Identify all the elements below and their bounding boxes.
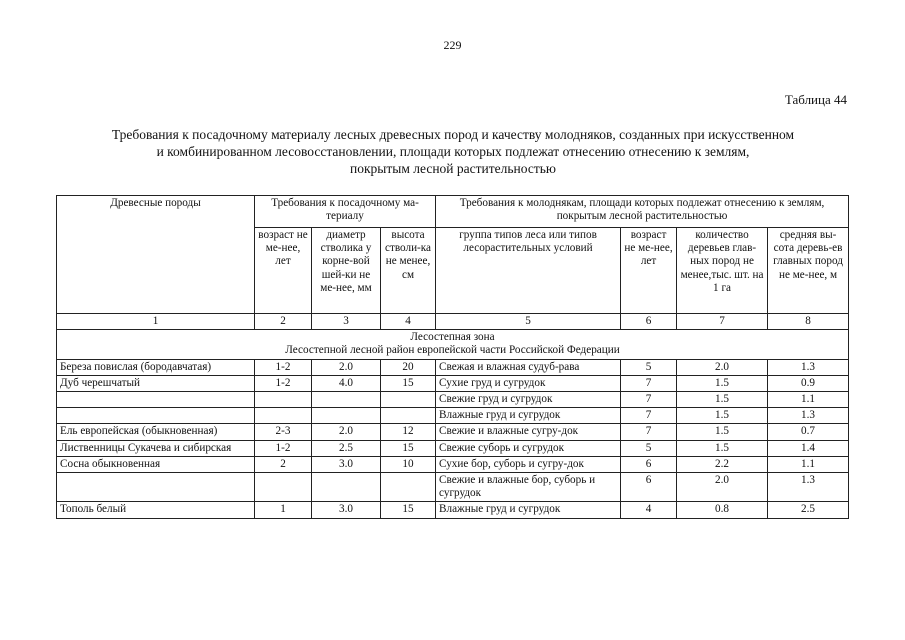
header-avg-height: средняя вы-сота деревь-ев главных пород не ме-нее, м [768,228,849,314]
header-forest-group: группа типов леса или типов лесорастительных условий [436,228,621,314]
cell-tree-count: 1.5 [677,408,768,424]
cell-height: 15 [381,375,436,391]
title-line: и комбинированном лесовосстановлении, площади которых подлежат отнесению отнесению к землям, [156,144,750,159]
cell-age: 1-2 [255,359,312,375]
cell-forest-group: Свежие и влажные сугру-док [436,424,621,440]
table-row [57,408,849,424]
cell-age: 2 [255,456,312,472]
cell-age-young: 4 [621,502,677,518]
cell-tree-count: 1.5 [677,440,768,456]
cell-species: Береза повислая (бородавчатая) [57,359,255,375]
cell-age: 1-2 [255,375,312,391]
cell-diameter [312,392,381,408]
cell-tree-count: 2.0 [677,473,768,502]
cell-age: 2-3 [255,424,312,440]
zone-name: Лесостепная зона [410,331,495,344]
cell-age: 1 [255,502,312,518]
region-name: Лесостепной лесной район европейской части Российской Федерации [285,344,620,357]
column-number: 3 [312,314,381,330]
cell-forest-group: Сухие бор, суборь и сугру-док [436,456,621,472]
cell-diameter: 2.0 [312,359,381,375]
cell-age-young: 7 [621,392,677,408]
zone-row [57,330,849,359]
cell-tree-count: 2.2 [677,456,768,472]
cell-avg-height: 1.3 [768,473,849,502]
cell-height: 15 [381,502,436,518]
cell-age-young: 6 [621,456,677,472]
cell-diameter: 2.0 [312,424,381,440]
cell-age: 1-2 [255,440,312,456]
cell-age [255,408,312,424]
table-row [57,440,849,456]
table-row [57,473,849,502]
zone-heading [57,330,849,359]
cell-height [381,473,436,502]
header-planting-requirements: Требования к посадочному ма-териалу [255,196,436,228]
column-numbers-row [57,314,849,330]
table-row [57,424,849,440]
cell-forest-group: Сухие груд и сугрудок [436,375,621,391]
cell-forest-group: Влажные груд и сугрудок [436,502,621,518]
cell-tree-count: 1.5 [677,375,768,391]
cell-age-young: 7 [621,408,677,424]
cell-diameter: 3.0 [312,502,381,518]
title-line: Требования к посадочному материалу лесных древесных пород и качеству молодняков, созданных при искусственном [111,127,795,142]
cell-forest-group: Свежие груд и сугрудок [436,392,621,408]
cell-species [57,473,255,502]
cell-avg-height: 1.3 [768,408,849,424]
cell-age [255,392,312,408]
cell-height [381,392,436,408]
cell-tree-count: 0.8 [677,502,768,518]
cell-avg-height: 1.1 [768,456,849,472]
cell-avg-height: 2.5 [768,502,849,518]
page-number: 229 [443,38,462,52]
cell-avg-height: 1.3 [768,359,849,375]
table-label: Таблица 44 [784,92,847,107]
column-number: 5 [436,314,621,330]
cell-species: Ель европейская (обыкновенная) [57,424,255,440]
header-age-min-young: возраст не ме-нее, лет [621,228,677,314]
cell-age-young: 5 [621,440,677,456]
cell-avg-height: 0.9 [768,375,849,391]
cell-tree-count: 1.5 [677,392,768,408]
cell-diameter [312,408,381,424]
column-number: 2 [255,314,312,330]
column-number: 4 [381,314,436,330]
cell-height: 12 [381,424,436,440]
table-row [57,456,849,472]
cell-forest-group: Свежая и влажная судуб-рава [436,359,621,375]
cell-forest-group: Свежие суборь и сугрудок [436,440,621,456]
cell-species: Сосна обыкновенная [57,456,255,472]
cell-diameter: 4.0 [312,375,381,391]
table-row [57,392,849,408]
cell-diameter: 2.5 [312,440,381,456]
header-height: высота стволи-ка не менее, см [381,228,436,314]
cell-age-young: 5 [621,359,677,375]
cell-tree-count: 2.0 [677,359,768,375]
cell-avg-height: 1.1 [768,392,849,408]
cell-avg-height: 0.7 [768,424,849,440]
cell-tree-count: 1.5 [677,424,768,440]
table-body [57,359,849,518]
cell-age-young: 7 [621,375,677,391]
cell-species [57,408,255,424]
cell-species: Тополь белый [57,502,255,518]
cell-age-young: 6 [621,473,677,502]
cell-age-young: 7 [621,424,677,440]
header-young-requirements: Требования к молоднякам, площади которых подлежат отнесению к землям, покрытым лесной растительностью [436,196,849,228]
table-row [57,375,849,391]
cell-species [57,392,255,408]
title-line: покрытым лесной растительностью [350,161,556,176]
requirements-table [56,195,849,519]
cell-species: Дуб черешчатый [57,375,255,391]
table-row [57,359,849,375]
column-number: 6 [621,314,677,330]
table-row [57,502,849,518]
cell-avg-height: 1.4 [768,440,849,456]
column-number: 7 [677,314,768,330]
header-tree-count: количество деревьев глав-ных пород не менее,тыс. шт. на 1 га [677,228,768,314]
cell-forest-group: Влажные груд и сугрудок [436,408,621,424]
column-number: 1 [57,314,255,330]
column-number: 8 [768,314,849,330]
cell-species: Лиственницы Сукачева и сибирская [57,440,255,456]
cell-diameter: 3.0 [312,456,381,472]
cell-diameter [312,473,381,502]
cell-height [381,408,436,424]
cell-age [255,473,312,502]
document-title [60,126,846,177]
header-diameter: диаметр стволика у корне-вой шей-ки не ме-нее, мм [312,228,381,314]
cell-height: 10 [381,456,436,472]
header-species: Древесные породы [57,196,255,314]
header-age-min: возраст не ме-нее, лет [255,228,312,314]
cell-forest-group: Свежие и влажные бор, суборь и сугрудок [436,473,621,502]
cell-height: 15 [381,440,436,456]
cell-height: 20 [381,359,436,375]
